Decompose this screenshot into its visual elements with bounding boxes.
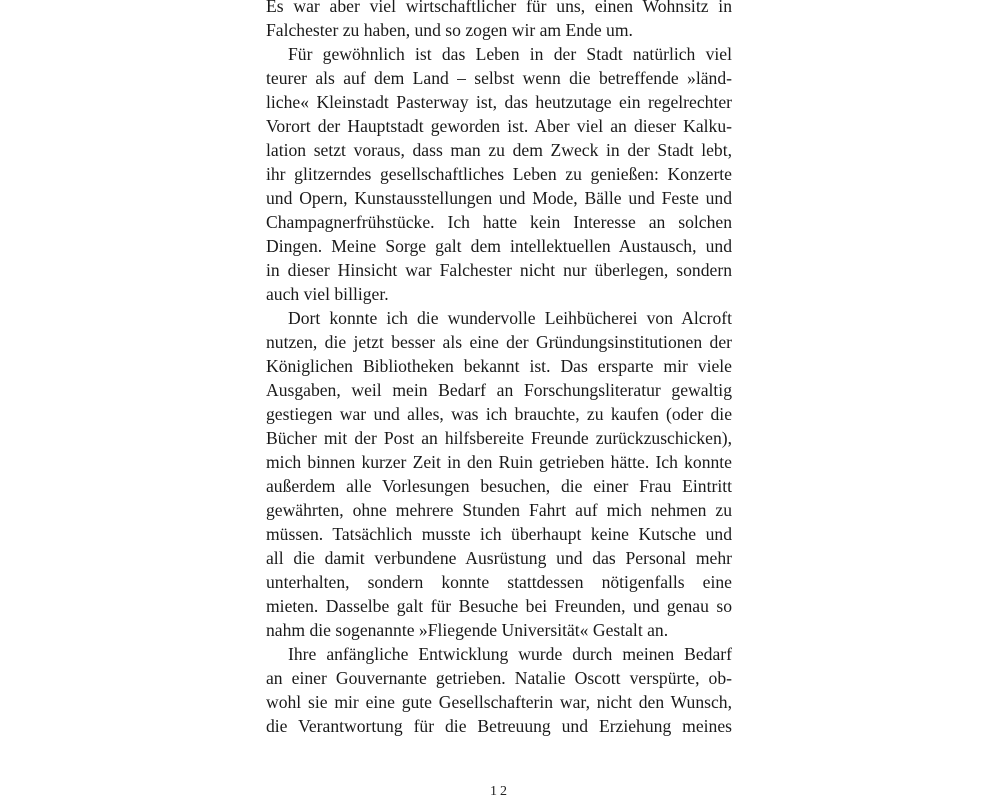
text-line: liche« Kleinstadt Pasterway ist, das heutzutage ein regelrechter [266, 92, 732, 112]
text-line: all die damit verbundene Ausrüstung und das Personal mehr [266, 548, 732, 568]
text-line: lation setzt voraus, dass man zu dem Zweck in der Stadt lebt, [266, 140, 732, 160]
text-line: müssen. Tatsächlich musste ich überhaupt keine Kutsche und [266, 524, 732, 544]
text-line: wohl sie mir eine gute Gesellschafterin war, nicht den Wunsch, [266, 692, 732, 712]
text-line: Für gewöhnlich ist das Leben in der Stadt natürlich viel [288, 44, 732, 64]
text-line: Dort konnte ich die wundervolle Leihbücherei von Alcroft [288, 308, 732, 328]
text-line: Dingen. Meine Sorge galt dem intellektuellen Austausch, und [266, 236, 732, 256]
text-line: gewährten, ohne mehrere Stunden Fahrt auf mich nehmen zu [266, 500, 732, 520]
text-line: gestiegen war und alles, was ich brauchte, zu kaufen (oder die [266, 404, 732, 424]
text-line: und Opern, Kunstausstellungen und Mode, Bälle und Feste und [266, 188, 732, 208]
text-line: unterhalten, sondern konnte stattdessen nötigenfalls eine [266, 572, 732, 592]
page-number: 12 [490, 784, 510, 799]
text-line: mich binnen kurzer Zeit in den Ruin getrieben hätte. Ich konnte [266, 452, 732, 472]
text-line: Königlichen Bibliotheken bekannt ist. Das ersparte mir viele [266, 356, 732, 376]
text-line: Champagnerfrühstücke. Ich hatte kein Interesse an solchen [266, 212, 732, 232]
text-line: teurer als auf dem Land – selbst wenn die betreffende »länd- [266, 68, 732, 88]
text-line: auch viel billiger. [266, 284, 389, 304]
text-line: Es war aber viel wirtschaftlicher für uns, einen Wohnsitz in [266, 0, 732, 16]
text-line: Falchester zu haben, und so zogen wir am Ende um. [266, 20, 633, 40]
text-line: mieten. Dasselbe galt für Besuche bei Freunden, und genau so [266, 596, 732, 616]
text-line: Ihre anfängliche Entwicklung wurde durch meinen Bedarf [288, 644, 732, 664]
text-line: nahm die sogenannte »Fliegende Universität« Gestalt an. [266, 620, 669, 640]
text-line: in dieser Hinsicht war Falchester nicht nur überlegen, sondern [266, 260, 732, 280]
text-line: nutzen, die jetzt besser als eine der Gründungsinstitutionen der [266, 332, 732, 352]
text-line: außerdem alle Vorlesungen besuchen, die einer Frau Eintritt [266, 476, 732, 496]
text-line: Ausgaben, weil mein Bedarf an Forschungsliteratur gewaltig [266, 380, 732, 400]
text-line: Bücher mit der Post an hilfsbereite Freunde zurückzuschicken), [266, 428, 732, 448]
text-line: ihr glitzerndes gesellschaftliches Leben zu genießen: Konzerte [266, 164, 732, 184]
text-line: Vorort der Hauptstadt geworden ist. Aber viel an dieser Kalku- [266, 116, 732, 136]
text-block [266, 0, 732, 738]
text-line: an einer Gouvernante getrieben. Natalie Oscott verspürte, ob- [266, 668, 732, 688]
text-line: die Verantwortung für die Betreuung und Erziehung meines [266, 716, 732, 736]
